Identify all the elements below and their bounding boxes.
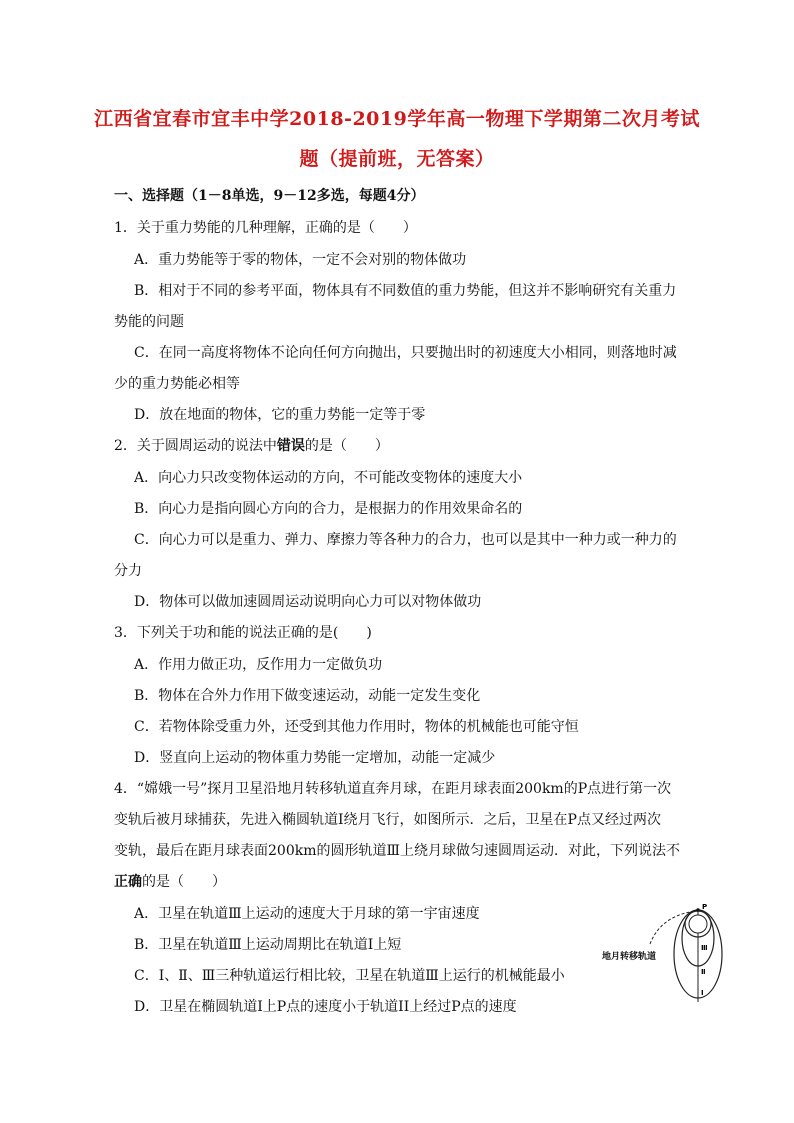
question-2-stem-pre: 2．关于圆周运动的说法中 xyxy=(114,438,277,454)
point-p-label: P xyxy=(702,903,708,911)
question-3-option-b: B．物体在合外力作用下做变速运动，动能一定发生变化 xyxy=(134,688,481,704)
question-1-option-c-cont: 少的重力势能必相等 xyxy=(114,376,240,392)
question-3-option-a: A．作用力做正功，反作用力一定做负功 xyxy=(134,657,383,673)
transfer-orbit-path xyxy=(650,912,690,944)
question-4-stem-line1: 4．“嫦娥一号”探月卫星沿地月转移轨道直奔月球，在距月球表面200km的P点进行第一次 xyxy=(114,781,672,797)
question-4-option-a: A．卫星在轨道Ⅲ上运动的速度大于月球的第一宇宙速度 xyxy=(134,906,480,922)
question-2-option-a: A．向心力只改变物体运动的方向，不可能改变物体的速度大小 xyxy=(134,470,523,486)
orbit-iii-label: Ⅲ xyxy=(701,944,708,952)
question-4-option-b: B．卫星在轨道Ⅲ上运动周期比在轨道Ⅰ上短 xyxy=(134,937,402,953)
moon xyxy=(689,915,707,933)
point-p-marker xyxy=(696,908,700,912)
orbit-i-label: Ⅰ xyxy=(701,989,704,997)
question-2-stem xyxy=(114,436,389,456)
question-1-option-d: D．放在地面的物体，它的重力势能一定等于零 xyxy=(134,407,426,423)
question-1-option-b-cont: 势能的问题 xyxy=(114,314,184,330)
question-3-option-d: D．竖直向上运动的物体重力势能一定增加，动能一定减少 xyxy=(134,750,496,766)
question-3-option-c: C．若物体除受重力外，还受到其他力作用时，物体的机械能也可能守恒 xyxy=(134,719,579,735)
question-1-stem: 1．关于重力势能的几种理解，正确的是（ ） xyxy=(114,220,417,236)
transfer-orbit-label: 地月转移轨道 xyxy=(602,952,657,962)
question-2-option-c: C．向心力可以是重力、弹力、摩擦力等各种力的合力，也可以是其中一种力或一种力的 xyxy=(134,532,677,548)
question-2-stem-emphasis: 错误 xyxy=(276,438,305,454)
question-4-stem-line4 xyxy=(114,872,226,892)
question-1-option-c: C．在同一高度将物体不论向任何方向抛出，只要抛出时的初速度大小相同，则落地时减 xyxy=(134,345,677,361)
question-2-stem-post: 的是（ ） xyxy=(304,438,389,454)
question-2-option-c-cont: 分力 xyxy=(114,563,142,579)
section-heading: 一、选择题（1－8单选，9－12多选，每题4分） xyxy=(114,188,425,204)
document-title-line2: 题（提前班，无答案） xyxy=(299,148,495,170)
question-1-option-a: A．重力势能等于零的物体，一定不会对别的物体做功 xyxy=(134,252,467,268)
question-3-stem: 3．下列关于功和能的说法正确的是( ) xyxy=(114,625,372,641)
orbit-ii-label: Ⅱ xyxy=(701,968,706,976)
question-4-stem-line2: 变轨后被月球捕获，先进入椭圆轨道Ⅰ绕月飞行，如图所示．之后，卫星在P点又经过两次 xyxy=(114,812,661,828)
question-1-option-b: B．相对于不同的参考平面，物体具有不同数值的重力势能，但这并不影响研究有关重力 xyxy=(134,283,677,299)
question-2-option-b: B．向心力是指向圆心方向的合力，是根据力的作用效果命名的 xyxy=(134,501,523,517)
question-4-stem-line3: 变轨，最后在距月球表面200km的圆形轨道Ⅲ上绕月球做匀速圆周运动．对此，下列说法不 xyxy=(114,843,680,859)
question-2-option-d: D．物体可以做加速圆周运动说明向心力可以对物体做功 xyxy=(134,594,482,610)
question-4-stem-emphasis: 正确 xyxy=(114,874,142,890)
question-4-stem-post: 的是（ ） xyxy=(142,874,226,890)
document-title-line1: 江西省宜春市宜丰中学2018-2019学年高一物理下学期第二次月考试 xyxy=(94,108,700,130)
question-4-option-d: D．卫星在椭圆轨道Ⅰ上P点的速度小于轨道II上经过P点的速度 xyxy=(134,999,517,1015)
question-4-option-c: C．Ⅰ、Ⅱ、Ⅲ三种轨道运行相比较，卫星在轨道Ⅲ上运行的机械能最小 xyxy=(134,968,565,984)
